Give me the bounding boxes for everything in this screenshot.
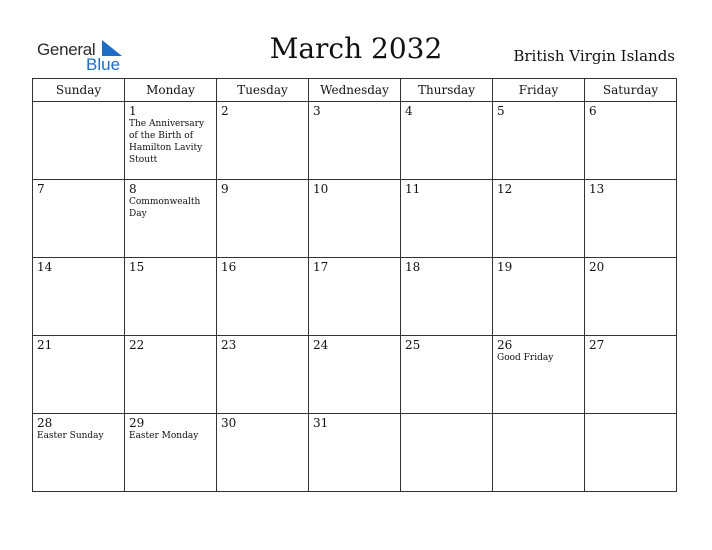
day-cell [217,180,309,258]
day-cell [125,102,217,180]
day-cell [217,414,309,492]
weekday-sunday: Sunday [33,79,125,102]
day-cell [493,258,585,336]
day-number: 6 [589,104,597,118]
day-cell [493,336,585,414]
day-number: 16 [221,260,237,274]
day-number [33,102,124,104]
weekday-header-row [33,79,677,102]
weekday-saturday: Saturday [585,79,677,102]
region-name: British Virgin Islands [513,47,675,65]
day-cell [33,258,125,336]
weekday-friday: Friday [493,79,585,102]
day-number: 9 [221,182,229,196]
day-number: 28 [37,416,53,430]
day-cell [401,180,493,258]
day-number: 10 [313,182,329,196]
day-cell [125,258,217,336]
week-row [33,258,677,336]
day-cell [309,258,401,336]
week-row [33,180,677,258]
weekday-wednesday: Wednesday [309,79,401,102]
day-number: 11 [405,182,421,196]
weekday-monday: Monday [125,79,217,102]
day-number: 30 [221,416,237,430]
day-cell [585,180,677,258]
holiday-label: Good Friday [497,353,554,363]
day-number: 3 [313,104,321,118]
day-number: 31 [313,416,329,430]
day-cell [493,102,585,180]
logo-text-general: General [37,40,96,59]
week-row [33,336,677,414]
holiday-label: Commonwealth Day [129,197,201,219]
calendar-grid [32,78,677,492]
day-cell [401,258,493,336]
day-cell [309,336,401,414]
day-cell [585,102,677,180]
week-row [33,102,677,180]
weekday-tuesday: Tuesday [217,79,309,102]
day-cell [585,336,677,414]
day-number [401,414,492,416]
day-number: 12 [497,182,513,196]
day-cell [309,414,401,492]
day-number: 26 [497,338,513,352]
day-number: 5 [497,104,505,118]
day-number: 20 [589,260,605,274]
day-cell [401,414,493,492]
day-cell [401,102,493,180]
day-cell [33,180,125,258]
day-cell [585,258,677,336]
day-number: 15 [129,260,145,274]
holiday-label: Easter Monday [129,431,199,441]
day-number: 24 [313,338,329,352]
logo-text-blue: Blue [86,55,121,74]
holiday-label: Easter Sunday [37,431,104,441]
day-number: 21 [37,338,53,352]
day-cell [309,102,401,180]
day-cell [309,180,401,258]
holiday-label: The Anniversary of the Birth of Hamilton Lavity Stoutt [129,119,205,165]
day-number: 17 [313,260,329,274]
day-cell [33,336,125,414]
day-cell [493,180,585,258]
day-number: 19 [497,260,513,274]
day-number: 4 [405,104,413,118]
day-number: 7 [37,182,45,196]
day-number: 8 [129,182,137,196]
day-number: 2 [221,104,229,118]
week-row [33,414,677,492]
day-cell [33,414,125,492]
calendar-title: March 2032 [269,32,443,65]
day-cell [217,258,309,336]
day-number: 13 [589,182,605,196]
day-cell [125,414,217,492]
day-cell [217,102,309,180]
day-number [585,414,676,416]
day-number: 29 [129,416,145,430]
day-number: 1 [129,104,137,118]
day-cell [125,336,217,414]
day-number: 14 [37,260,53,274]
day-cell [401,336,493,414]
day-cell [125,180,217,258]
day-cell [493,414,585,492]
day-number: 18 [405,260,421,274]
day-number: 22 [129,338,145,352]
day-cell [217,336,309,414]
day-number: 23 [221,338,237,352]
day-cell [33,102,125,180]
day-number: 25 [405,338,421,352]
weekday-thursday: Thursday [401,79,493,102]
day-cell [585,414,677,492]
day-number: 27 [589,338,605,352]
day-number [493,414,584,416]
